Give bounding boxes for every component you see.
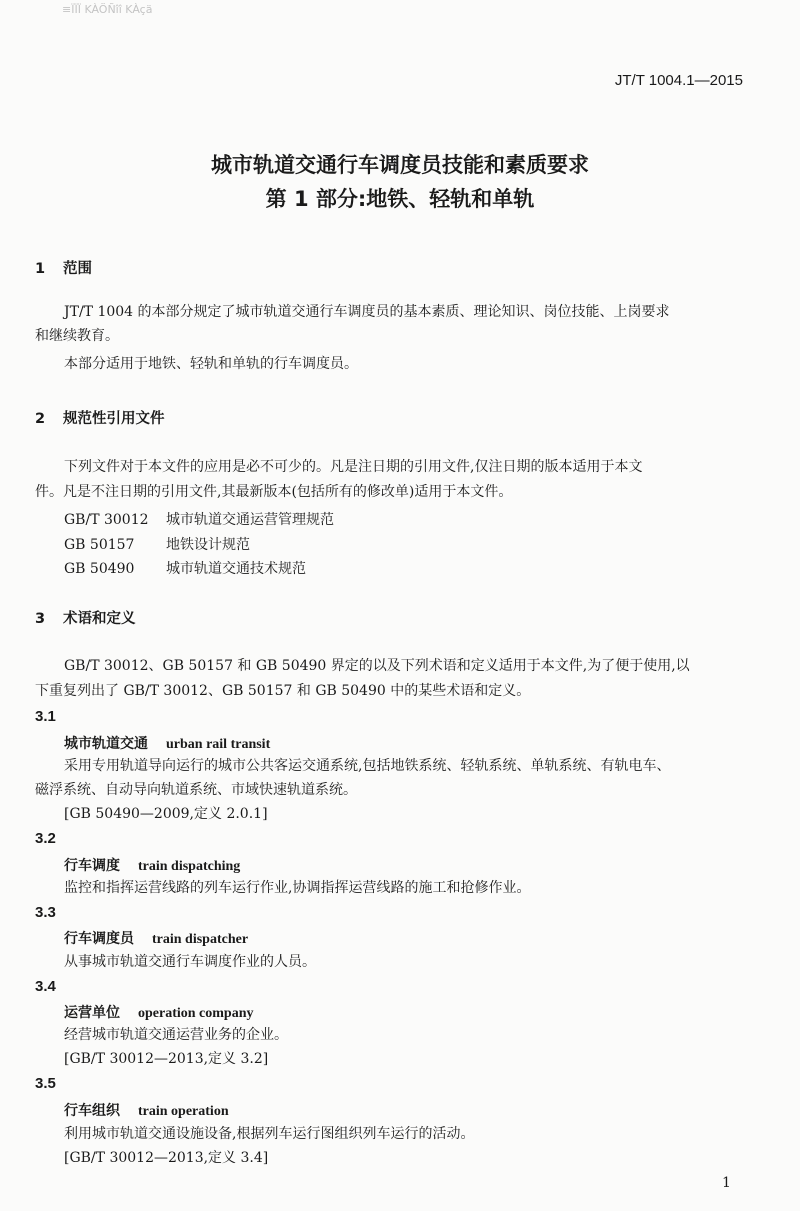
term-en: urban rail transit [166,737,271,752]
section-title: 规范性引用文件 [63,411,165,427]
term-en: train dispatcher [152,932,249,947]
term-heading [64,928,248,948]
paragraph-continuation: 和继续教育。 [35,328,119,344]
section-2-heading [35,407,165,428]
section-number: 3 [35,611,46,627]
reference-code: GB/T 30012 [64,512,149,528]
document-title-line1: 城市轨道交通行车调度员技能和素质要求 [211,153,589,177]
reference-code: GB 50490 [64,561,135,577]
standard-number: JT/T 1004.1—2015 [614,72,743,89]
term-cn: 城市轨道交通 [64,736,148,752]
term-definition: 经营城市轨道交通运营业务的企业。 [64,1027,288,1043]
paragraph-continuation: 下重复列出了 GB/T 30012、GB 50157 和 GB 50490 中的某些术语和定义。 [35,683,531,699]
term-heading [64,1100,229,1120]
term-cn: 运营单位 [64,1005,120,1021]
term-definition-continuation: 磁浮系统、自动导向轨道系统、市域快速轨道系统。 [35,782,357,798]
term-definition: 从事城市轨道交通行车调度作业的人员。 [64,954,316,970]
term-cn: 行车调度 [64,858,120,874]
section-1-heading [35,257,92,278]
reference-name: 城市轨道交通技术规范 [166,561,306,577]
term-heading [64,1002,254,1022]
paragraph-continuation: 件。凡是不注日期的引用文件,其最新版本(包括所有的修改单)适用于本文件。 [35,484,513,500]
paragraph: 本部分适用于地铁、轻轨和单轨的行车调度员。 [64,356,358,372]
clause-number: 3.4 [35,978,56,995]
section-3-heading [35,607,136,628]
paragraph: GB/T 30012、GB 50157 和 GB 50490 界定的以及下列术语和定义适用于本文件,为了便于使用,以 [64,658,690,674]
document-title-line2: 第 1 部分:地铁、轻轨和单轨 [265,187,535,211]
term-definition: 监控和指挥运营线路的列车运行作业,协调指挥运营线路的施工和抢修作业。 [64,880,531,896]
section-title: 范围 [63,261,92,277]
reference-row [64,509,334,529]
clause-number: 3.5 [35,1075,56,1092]
term-cn: 行车调度员 [64,931,134,947]
section-title: 术语和定义 [63,611,136,627]
reference-name: 城市轨道交通运营管理规范 [166,512,334,528]
reference-row [64,558,306,578]
term-en: operation company [138,1006,254,1021]
term-heading [64,855,240,875]
section-number: 1 [35,261,46,277]
reference-code: GB 50157 [64,537,135,553]
term-en: train operation [138,1104,229,1119]
paragraph: JT/T 1004 的本部分规定了城市轨道交通行车调度员的基本素质、理论知识、岗位技能、上岗要求 [64,304,670,320]
top-watermark-text: ≡ÏÏÏ KÀÖÑîî KÀçä [62,3,153,16]
reference-row [64,534,250,554]
reference-name: 地铁设计规范 [166,537,250,553]
paragraph: 下列文件对于本文件的应用是必不可少的。凡是注日期的引用文件,仅注日期的版本适用于本文 [64,459,643,475]
term-cn: 行车组织 [64,1103,120,1119]
term-en: train dispatching [138,859,241,874]
term-source: [GB/T 30012—2013,定义 3.2] [64,1051,269,1067]
section-number: 2 [35,411,46,427]
clause-number: 3.2 [35,830,56,847]
clause-number: 3.3 [35,904,56,921]
term-source: [GB/T 30012—2013,定义 3.4] [64,1150,269,1166]
page-number: 1 [722,1175,731,1191]
term-heading [64,733,270,753]
clause-number: 3.1 [35,708,56,725]
term-definition: 采用专用轨道导向运行的城市公共客运交通系统,包括地铁系统、轻轨系统、单轨系统、有轨电车、 [64,758,671,774]
term-definition: 利用城市轨道交通设施设备,根据列车运行图组织列车运行的活动。 [64,1126,475,1142]
term-source: [GB 50490—2009,定义 2.0.1] [64,806,268,822]
